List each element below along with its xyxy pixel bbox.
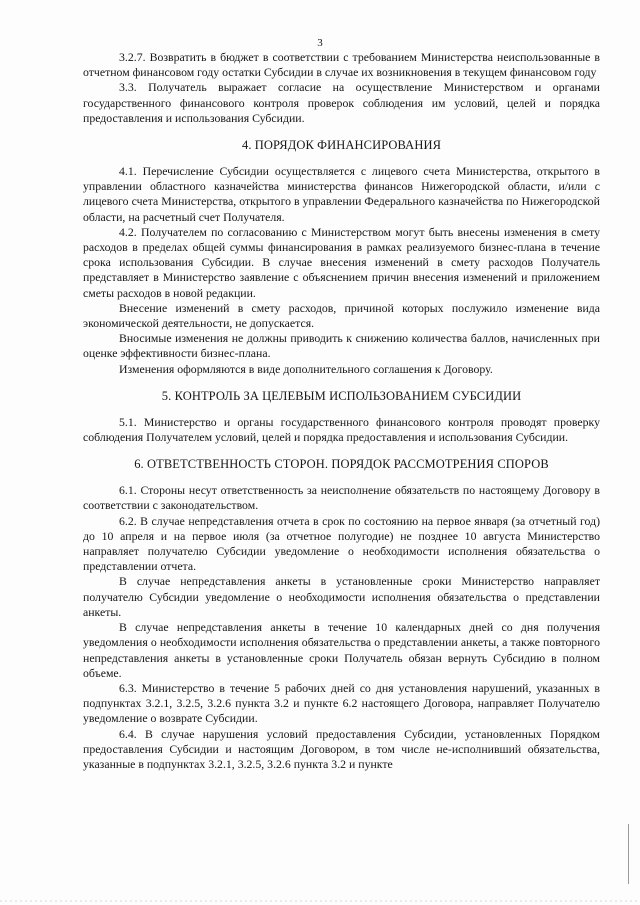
paragraph-6-3: 6.3. Министерство в течение 5 рабочих дней со дня установления нарушений, указанных в подпунктах 3.2.1, 3.2.5, 3.2.6 пункта 3.2 и пункте 6.2 настоящего Договора, направляет Получателю уведомление о возврате Субсидии. — [83, 680, 600, 726]
paragraph-6-2-b: В случае непредставления анкеты в течение 10 календарных дней со дня получения уведомления о необходимости исполнения обязательства о представлении анкеты, а также повторного непредставления анкеты в установленные сроки Получатель обязан вернуть Субсидию в полном объеме. — [83, 620, 600, 680]
paragraph-4-2-note-1: Внесение изменений в смету расходов, причиной которых послужило изменение вида экономической деятельности, не допускается. — [83, 300, 600, 331]
scan-edge-mark — [628, 824, 637, 884]
scan-bottom-edge — [0, 897, 640, 905]
paragraph-3-3: 3.3. Получатель выражает согласие на осуществление Министерством и органами государственного финансового контроля проверок соблюдения им условий, целей и порядка предоставления и использования Субсидии. — [83, 80, 600, 125]
section-heading-5: 5. КОНТРОЛЬ ЗА ЦЕЛЕВЫМ ИСПОЛЬЗОВАНИЕМ СУБСИДИИ — [161, 388, 522, 403]
paragraph-5-1: 5.1. Министерство и органы государственного финансового контроля проводят проверку соблюдения Получателем условий, целей и порядка предоставления и использования Субсидии. — [83, 414, 600, 445]
document-body — [83, 50, 600, 772]
paragraph-4-2: 4.2. Получателем по согласованию с Министерством могут быть внесены изменения в смету расходов в пределах общей суммы финансирования в рамках реализуемого бизнес-плана в течение срока использования Субсидии. В случае внесения изменений в смету расходов Получатель представляет в Министерство заявление с объяснением причин внесения изменений и приложением сметы расходов в новой редакции. — [83, 224, 600, 300]
page-number: 3 — [317, 37, 323, 49]
paragraph-6-2: 6.2. В случае непредставления отчета в срок по состоянию на первое января (за отчетный год) до 10 апреля и на первое июля (за отчетное полугодие) не позднее 10 августа Министерство направляет получателю Субсидии уведомление о необходимости исполнения обязательства о представлении отчета. — [83, 513, 600, 574]
paragraph-4-2-note-3: Изменения оформляются в виде дополнительного соглашения к Договору. — [119, 361, 493, 376]
paragraph-6-2-a: В случае непредставления анкеты в установленные сроки Министерство направляет получателю Субсидии уведомление о необходимости исполнения обязательства о представлении анкеты. — [83, 574, 600, 619]
paragraph-4-2-note-2: Вносимые изменения не должны приводить к снижению количества баллов, начисленных при оценке эффективности бизнес-плана. — [83, 331, 600, 361]
paragraph-4-1: 4.1. Перечисление Субсидии осуществляется с лицевого счета Министерства, открытого в управлении областного казначейства министерства финансов Нижегородской области, и/или с лицевого счета Министерства, открытого в управлении Федерального казначейства по Нижегородской области, на расчетный счет Получателя. — [83, 164, 600, 224]
paragraph-6-1: 6.1. Стороны несут ответственность за неисполнение обязательств по настоящему Договору в соответствии с законодательством. — [83, 483, 600, 513]
paragraph-3-2-7: 3.2.7. Возвратить в бюджет в соответствии с требованием Министерства неиспользованные в отчетном финансовом году остатки Субсидии в случае их возникновения в текущем финансовом году — [83, 50, 600, 80]
paragraph-6-4: 6.4. В случае нарушения условий предоставления Субсидии, установленных Порядком предоставления Субсидии и настоящим Договором, в том числе не-исполнивший обязательства, указанные в подпунктах 3.2.1, 3.2.5, 3.2.6 пункта 3.2 и пункте — [83, 726, 600, 771]
section-heading-6: 6. ОТВЕТСТВЕННОСТЬ СТОРОН. ПОРЯДОК РАССМОТРЕНИЯ СПОРОВ — [134, 457, 549, 472]
section-heading-4: 4. ПОРЯДОК ФИНАНСИРОВАНИЯ — [241, 138, 442, 153]
